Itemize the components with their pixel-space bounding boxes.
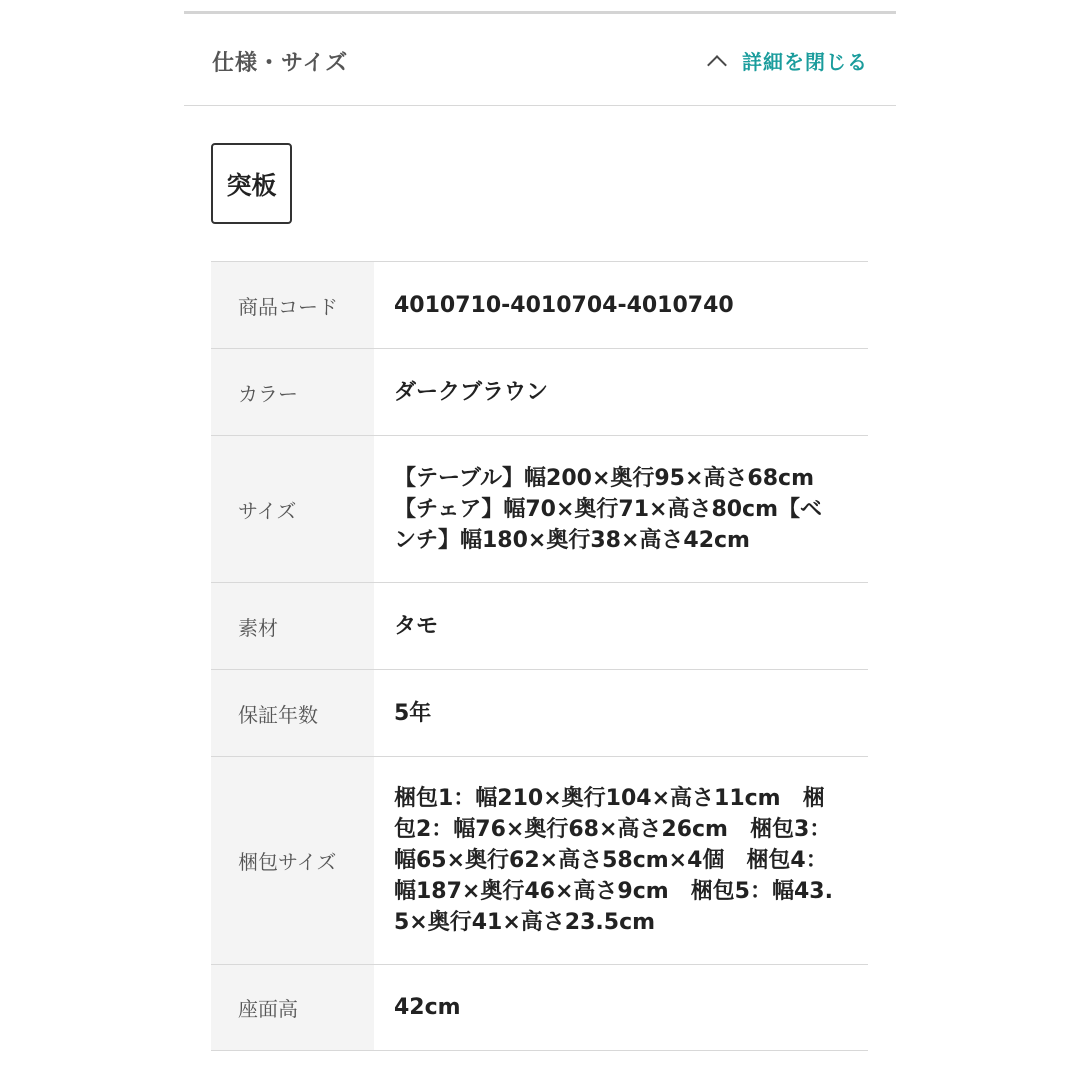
spec-value: ダークブラウン [394,379,549,405]
spec-label: サイズ [211,436,374,583]
spec-row-color [211,349,868,436]
material-badge: 突板 [211,143,292,224]
spec-table [211,261,868,1051]
spec-label: カラー [211,349,374,436]
spec-value: 【テーブル】幅200×奥行95×高さ68cm【チェア】幅70×奥行71×高さ80cm【ベンチ】幅180×奥行38×高さ42cm [394,465,823,553]
close-details-toggle[interactable] [710,46,868,75]
close-details-label: 詳細を閉じる [742,50,868,74]
spec-label: 商品コード [211,262,374,349]
section-title: 仕様・サイズ [212,51,349,76]
spec-section-header [184,14,896,106]
spec-label: 梱包サイズ [211,757,374,965]
spec-row-size [211,436,868,583]
spec-label: 座面高 [211,965,374,1051]
spec-row-material [211,583,868,670]
spec-label: 素材 [211,583,374,670]
chevron-up-icon [707,55,727,75]
spec-value: 4010710-4010704-4010740 [394,292,734,318]
spec-value: タモ [394,613,439,639]
spec-row-warranty [211,670,868,757]
spec-value: 梱包1：幅210×奥行104×高さ11cm 梱包2：幅76×奥行68×高さ26cm 梱包3：幅65×奥行62×高さ58cm×4個 梱包4：幅187×奥行46×高さ9cm 梱包5：幅43.5×奥行41×高さ23.5cm [394,786,833,935]
spec-row-product-code [211,262,868,349]
spec-row-seat-height [211,965,868,1051]
spec-label: 保証年数 [211,670,374,757]
spec-value: 5年 [394,700,432,726]
spec-row-package-size [211,757,868,965]
spec-value: 42cm [394,995,461,1020]
